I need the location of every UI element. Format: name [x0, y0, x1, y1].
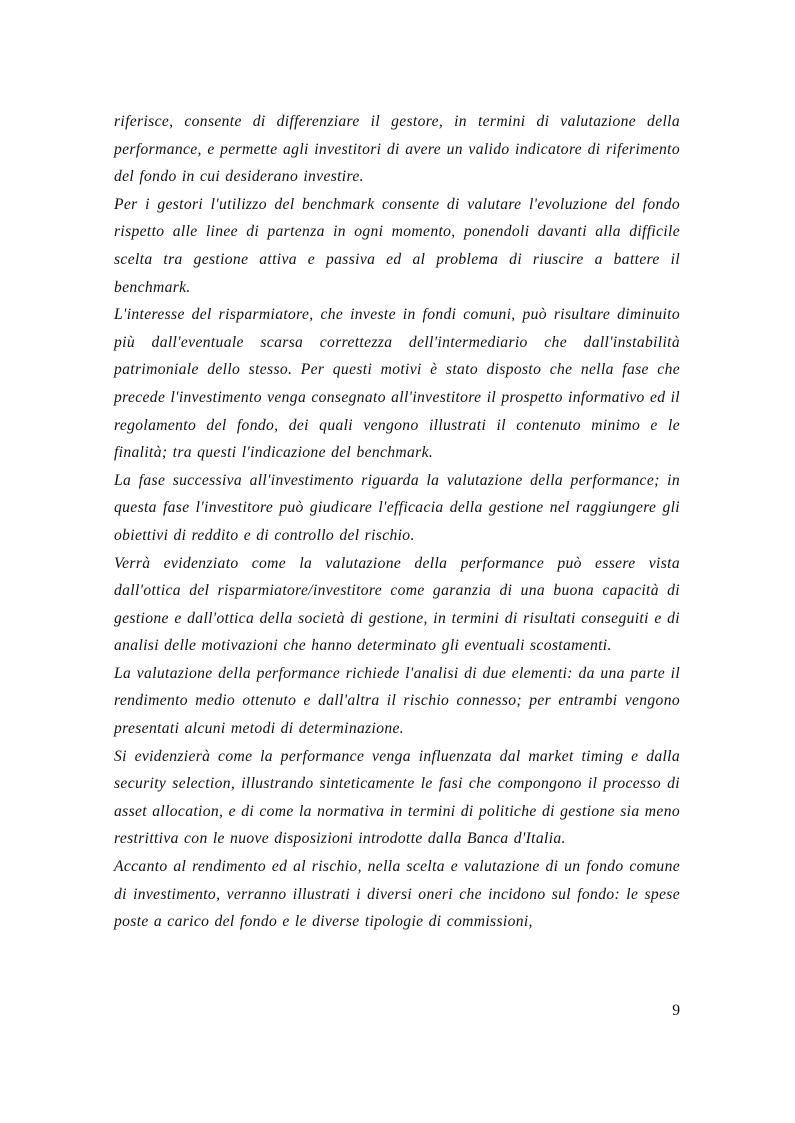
paragraph-6: La valutazione della performance richiede l'analisi di due elementi: da una parte il rendimento medio ottenuto e dall'altra il rischio connesso; per entrambi vengono presentati alcuni metodi di determinazione.: [114, 664, 680, 738]
paragraph-7: Si evidenzierà come la performance venga influenzata dal market timing e dalla security selection, illustrando sinteticamente le fasi che compongono il processo di asset allocation, e di come la normativa in termini di politiche di gestione sia meno restrittiva con le nuove disposizioni introdotte dalla Banca d'Italia.: [114, 747, 680, 848]
body-text: [114, 108, 680, 936]
paragraph-2: Per i gestori l'utilizzo del benchmark consente di valutare l'evoluzione del fondo rispetto alle linee di partenza in ogni momento, ponendoli davanti alla difficile scelta tra gestione attiva e passiva ed al problema di riuscire a battere il benchmark.: [114, 195, 680, 296]
paragraph-3: L'interesse del risparmiatore, che investe in fondi comuni, può risultare diminuito più dall'eventuale scarsa correttezza dell'intermediario che dall'instabilità patrimoniale dello stesso. Per questi motivi è stato disposto che nella fase che precede l'investimento venga consegnato all'investitore il prospetto informativo ed il regolamento del fondo, dei quali vengono illustrati il contenuto minimo e le finalità; tra questi l'indicazione del benchmark.: [114, 306, 680, 462]
paragraph-5: Verrà evidenziato come la valutazione della performance può essere vista dall'ottica del risparmiatore/investitore come garanzia di una buona capacità di gestione e dall'ottica della società di gestione, in termini di risultati conseguiti e di analisi delle motivazioni che hanno determinato gli eventuali scostamenti.: [114, 554, 680, 655]
paragraph-1: riferisce, consente di differenziare il gestore, in termini di valutazione della performance, e permette agli investitori di avere un valido indicatore di riferimento del fondo in cui desiderano investire.: [114, 113, 680, 186]
paragraph-4: La fase successiva all'investimento riguarda la valutazione della performance; in questa fase l'investitore può giudicare l'efficacia della gestione nel raggiungere gli obiettivi di reddito e di controllo del rischio.: [114, 471, 680, 544]
paragraph-8: Accanto al rendimento ed al rischio, nella scelta e valutazione di un fondo comune di investimento, verranno illustrati i diversi oneri che incidono sul fondo: le spese poste a carico del fondo e le diverse tipologie di commissioni,: [114, 858, 680, 931]
page-number: 9: [672, 1002, 680, 1019]
